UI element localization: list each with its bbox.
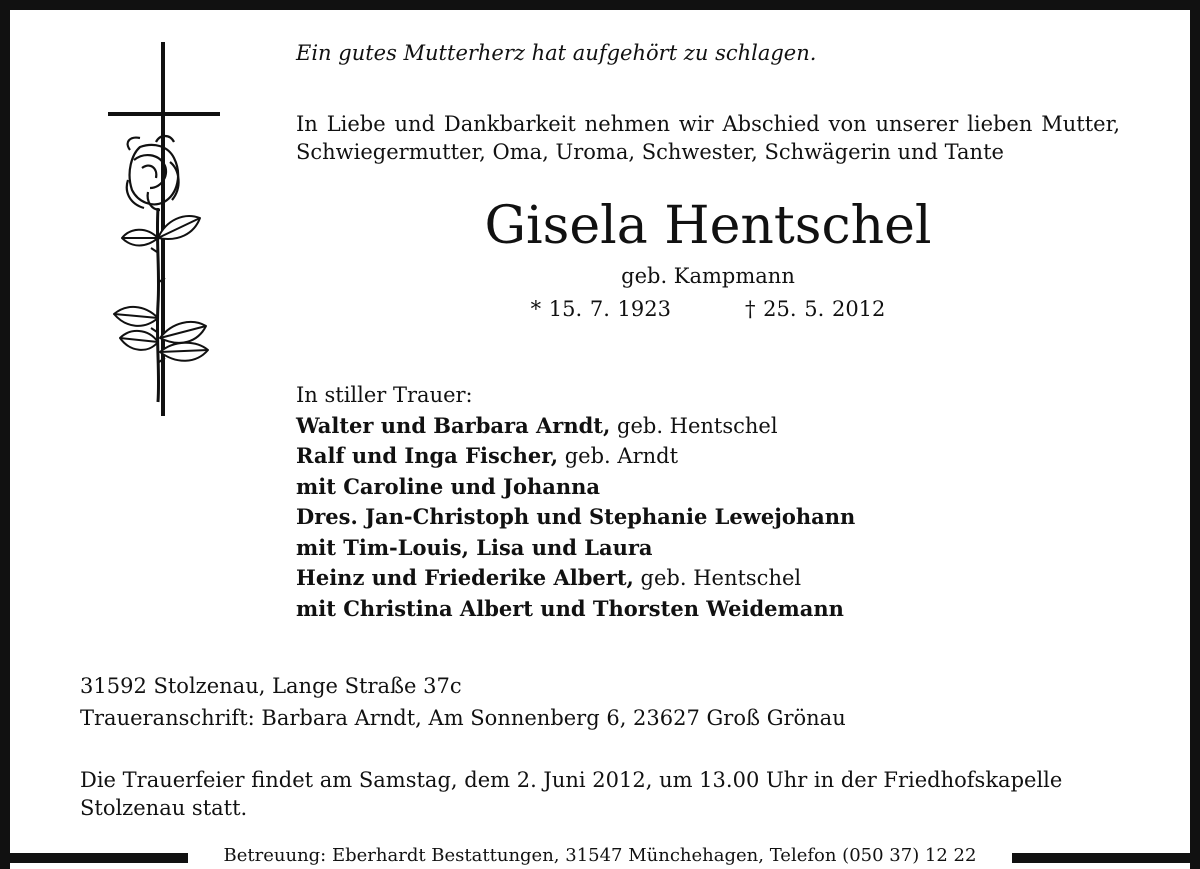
- mourners-heading: In stiller Trauer:: [296, 383, 473, 407]
- mourner-names: mit Caroline und Johanna: [296, 473, 600, 499]
- mourner-note: geb. Arndt: [558, 444, 679, 468]
- mourner-row: [296, 411, 855, 442]
- mourner-row: [296, 441, 855, 472]
- deceased-name: Gisela Hentschel: [484, 196, 932, 256]
- intro-text: In Liebe und Dankbarkeit nehmen wir Abschied von unserer lieben Mutter, Schwiegermutter, Oma, Uroma, Schwester, Schwägerin und Tante: [296, 112, 1120, 164]
- cross-rose-icon: [100, 42, 230, 418]
- mourner-names: mit Christina Albert und Thorsten Weidemann: [296, 595, 844, 621]
- border-bottom-left: [0, 853, 188, 863]
- border-top: [0, 0, 1200, 10]
- mourner-names: Dres. Jan-Christoph und Stephanie Lewejohann: [296, 504, 856, 529]
- maiden-name: geb. Kampmann: [621, 264, 795, 288]
- ceremony-info: Die Trauerfeier findet am Samstag, dem 2. Juni 2012, um 13.00 Uhr in der Friedhofskapelle Stolzenau statt.: [80, 768, 1063, 820]
- life-dates: [296, 297, 1120, 321]
- mourner-names: Walter und Barbara Arndt,: [296, 412, 611, 438]
- mourner-row: [296, 502, 855, 533]
- mourner-row: [296, 594, 855, 625]
- mourner-note: geb. Hentschel: [610, 413, 778, 438]
- border-right: [1190, 0, 1200, 869]
- mourner-names: Ralf und Inga Fischer,: [296, 443, 559, 468]
- mourners-block: [296, 380, 855, 624]
- border-bottom-right: [1012, 853, 1200, 863]
- mourner-row: [296, 563, 855, 594]
- mourner-row: [296, 472, 855, 503]
- mourner-row: [296, 533, 855, 564]
- death-date: † 25. 5. 2012: [745, 297, 886, 321]
- epigraph: Ein gutes Mutterherz hat aufgehört zu schlagen.: [296, 41, 817, 65]
- mourner-note: geb. Hentschel: [633, 566, 802, 590]
- mourning-address: Traueranschrift: Barbara Arndt, Am Sonnenberg 6, 23627 Groß Grönau: [80, 706, 846, 730]
- border-left: [0, 0, 10, 869]
- funeral-home-footer: Betreuung: Eberhardt Bestattungen, 31547 Münchehagen, Telefon (050 37) 12 22: [223, 845, 977, 866]
- home-address: 31592 Stolzenau, Lange Straße 37c: [80, 674, 462, 698]
- mourner-names: mit Tim-Louis, Lisa und Laura: [296, 534, 653, 560]
- birth-date: * 15. 7. 1923: [530, 297, 671, 321]
- mourner-names: Heinz und Friederike Albert,: [296, 565, 634, 590]
